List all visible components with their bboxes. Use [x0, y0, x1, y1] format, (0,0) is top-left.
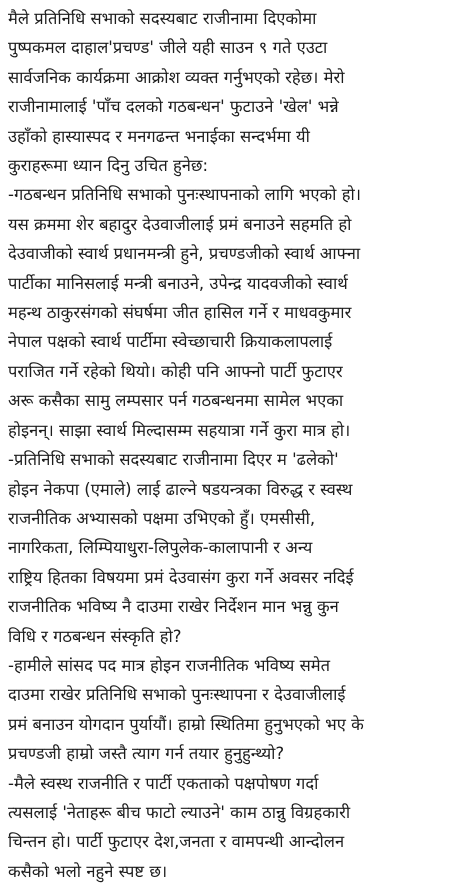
- text-line: अरू कसैका सामु लम्पसार पर्न गठबन्धनमा सामेल भएका: [8, 391, 344, 411]
- text-line: पार्टीका मानिसलाई मन्त्री बनाउने, उपेन्द्र यादवजीको स्वार्थ: [8, 273, 348, 293]
- text-line: होइनन्। साझा स्वार्थ मिल्दासम्म सहयात्रा गर्ने कुरा मात्र हो।: [8, 420, 351, 440]
- text-line: -मैले स्वस्थ राजनीति र पार्टी एकताको पक्षपोषण गर्दा: [8, 773, 319, 793]
- text-line: देउवाजीको स्वार्थ प्रधानमन्त्री हुने, प्रचण्डजीको स्वार्थ आफ्ना: [8, 244, 361, 264]
- text-line: नेपाल पक्षको स्वार्थ पार्टीमा स्वेच्छाचारी क्रियाकलापलाई: [8, 332, 333, 352]
- text-line: उहाँको हास्यास्पद र मनगढन्त भनाईका सन्दर्भमा यी: [8, 126, 310, 146]
- text-line: महन्थ ठाकुरसंगको संघर्षमा जीत हासिल गर्ने र माधवकुमार: [8, 303, 352, 323]
- text-line: -प्रतिनिधि सभाको सदस्यबाट राजीनामा दिएर म 'ढलेको': [8, 450, 339, 470]
- text-line: पराजित गर्ने रहेको थियो। कोही पनि आफ्नो पार्टी फुटाएर: [8, 361, 343, 381]
- text-line: प्रचण्डजी हाम्रो जस्तै त्याग गर्न तयार हुनुहुन्थ्यो?: [8, 744, 285, 764]
- text-line: राजीनामालाई 'पाँच दलको गठबन्धन' फुटाउने 'खेल' भन्ने: [8, 97, 339, 117]
- text-line: कसैको भलो नहुने स्पष्ट छ।: [8, 861, 168, 881]
- text-line: दाउमा राखेर प्रतिनिधि सभाको पुनःस्थापना र देउवाजीलाई: [8, 685, 346, 705]
- text-line: राष्ट्रिय हितका विषयमा प्रमं देउवासंग कुरा गर्ने अवसर नदिई: [8, 567, 354, 587]
- text-line: प्रमं बनाउन योगदान पुर्यायौं। हाम्रो स्थितिमा हुनुभएको भए के: [8, 714, 364, 734]
- text-line: यस क्रममा शेर बहादुर देउवाजीलाई प्रमं बनाउने सहमति हो: [8, 214, 352, 234]
- text-line: विधि र गठबन्धन संस्कृति हो?: [8, 626, 182, 646]
- text-line: -हामीले सांसद पद मात्र होइन राजनीतिक भविष्य समेत: [8, 655, 330, 675]
- text-line: -गठबन्धन प्रतिनिधि सभाको पुनःस्थापनाको लागि भएको हो।: [8, 185, 361, 205]
- text-line: पुष्पकमल दाहाल'प्रचण्ड' जीले यही साउन ९ गते एउटा: [8, 38, 328, 58]
- text-line: होइन नेकपा (एमाले) लाई ढाल्ने षडयन्त्रका विरुद्ध र स्वस्थ: [8, 479, 353, 499]
- text-line: राजनीतिक अभ्यासको पक्षमा उभिएको हुँ। एमसीसी,: [8, 508, 316, 528]
- text-line: कुराहरूमा ध्यान दिनु उचित हुनेछ:: [8, 156, 209, 176]
- text-line: नागरिकता, लिम्पियाधुरा-लिपुलेक-कालापानी र अन्य: [8, 538, 313, 558]
- text-line: त्यसलाई 'नेताहरू बीच फाटो ल्याउने' काम ठान्नु विग्रहकारी: [8, 802, 351, 822]
- text-line: मैले प्रतिनिधि सभाको सदस्यबाट राजीनामा दिएकोमा: [8, 9, 317, 28]
- text-line: चिन्तन हो। पार्टी फुटाएर देश,जनता र वामपन्थी आन्दोलन: [8, 832, 345, 852]
- text-line: सार्वजनिक कार्यक्रमा आक्रोश व्यक्त गर्नुभएको रहेछ। मेरो: [8, 67, 345, 87]
- text-line: राजनीतिक भविष्य नै दाउमा राखेर निर्देशन मान भन्नु कुन: [8, 597, 339, 617]
